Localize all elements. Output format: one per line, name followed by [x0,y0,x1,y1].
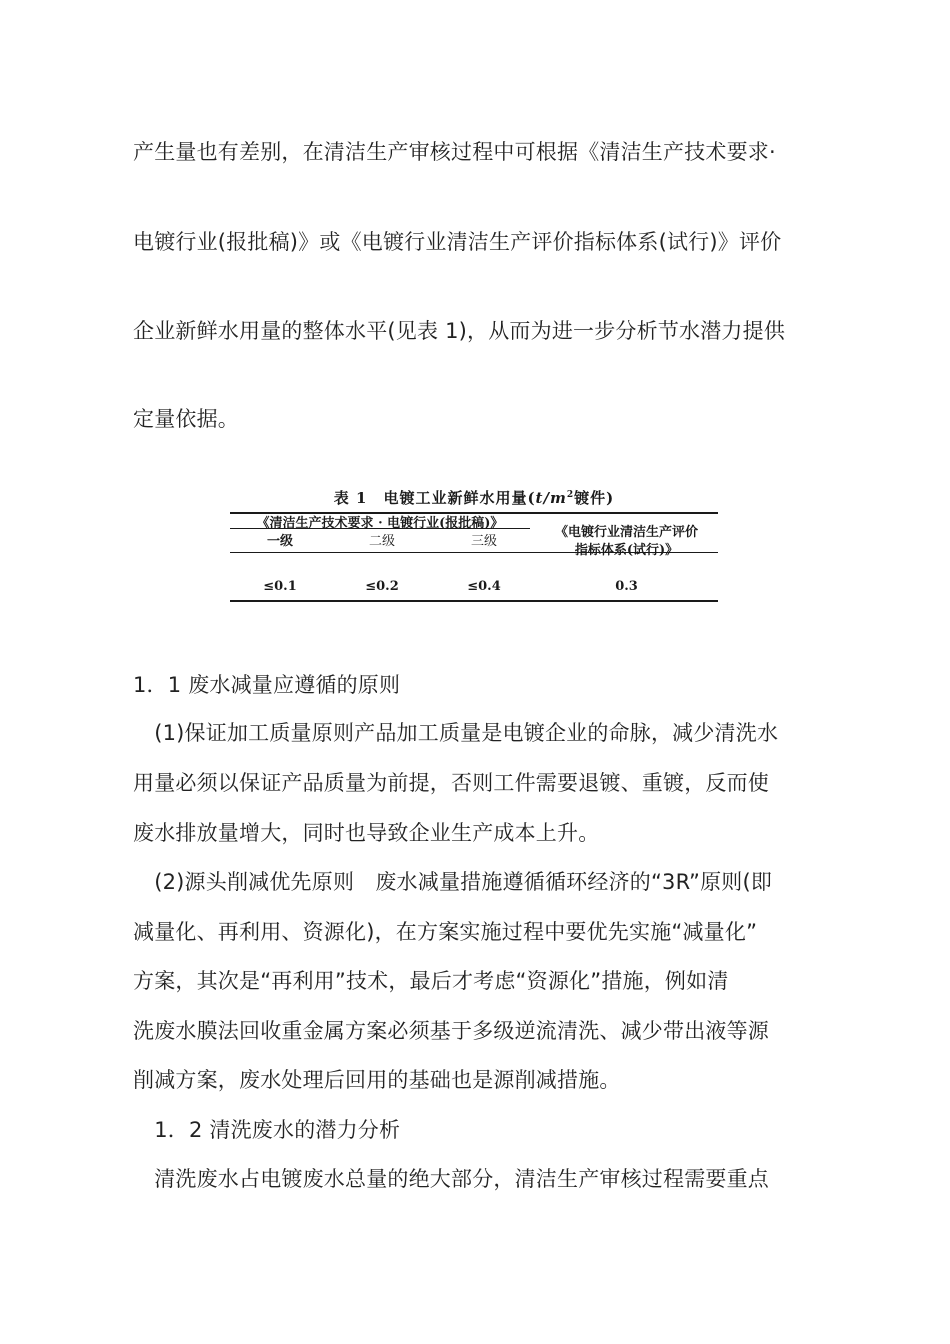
paragraph-line: (2)源头削减优先原则 废水减量措施遵循循环经济的“3R”原则(即 [133,870,773,894]
table-group-header-right-line1: 《电镀行业清洁生产评价 [554,525,698,540]
table-group-header-left: 《清洁生产技术要求 · 电镀行业(报批稿)》 [256,516,504,531]
paragraph-line: (1)保证加工质量原则产品加工质量是电镀企业的命脉，减少清洗水 [133,721,779,745]
table-value-cell: 0.3 [615,579,638,594]
section-heading-1-2: 1．2 清洗废水的潜力分析 [133,1118,401,1142]
table-value-cell: ≤0.2 [365,579,399,594]
section-heading-1-1: 1．1 废水减量应遵循的原则 [133,673,401,697]
table-value-cell: ≤0.1 [263,579,297,594]
paragraph-line: 洗废水膜法回收重金属方案必须基于多级逆流清洗、减少带出液等源 [133,1019,769,1043]
paragraph-line: 方案，其次是“再利用”技术，最后才考虑“资源化”措施，例如清 [133,969,729,993]
paragraph-line: 用量必须以保证产品质量为前提，否则工件需要退镀、重镀，反而使 [133,771,769,795]
table-value-cell: ≤0.4 [467,579,501,594]
paragraph-line: 电镀行业(报批稿)》或《电镀行业清洁生产评价指标体系(试行)》评价 [133,230,782,254]
table-level-header: 一级 [266,534,293,549]
paragraph-line: 产生量也有差别，在清洁生产审核过程中可根据《清洁生产技术要求· [133,140,776,164]
table-group-header-right-line2: 指标体系(试行)》 [574,543,679,558]
table-level-header: 二级 [368,534,395,549]
paragraph-line: 废水排放量增大，同时也导致企业生产成本上升。 [133,821,600,845]
table-bottom-rule [230,600,718,602]
paragraph-line: 定量依据。 [133,407,239,431]
paragraph-line: 清洗废水占电镀废水总量的绝大部分，清洁生产审核过程需要重点 [133,1167,769,1191]
table-1-figure [230,482,718,604]
paragraph-line: 削减方案，废水处理后回用的基础也是源削减措施。 [133,1068,621,1092]
table-level-header: 三级 [470,534,497,549]
table-top-rule [230,512,718,514]
paragraph-line: 减量化、再利用、资源化)，在方案实施过程中要优先实施“减量化” [133,920,758,944]
table-title: 表 1 电镀工业新鲜水用量($t/m^2$镀件) [333,489,615,507]
paragraph-line: 企业新鲜水用量的整体水平(见表 1)，从而为进一步分析节水潜力提供 [133,319,786,343]
